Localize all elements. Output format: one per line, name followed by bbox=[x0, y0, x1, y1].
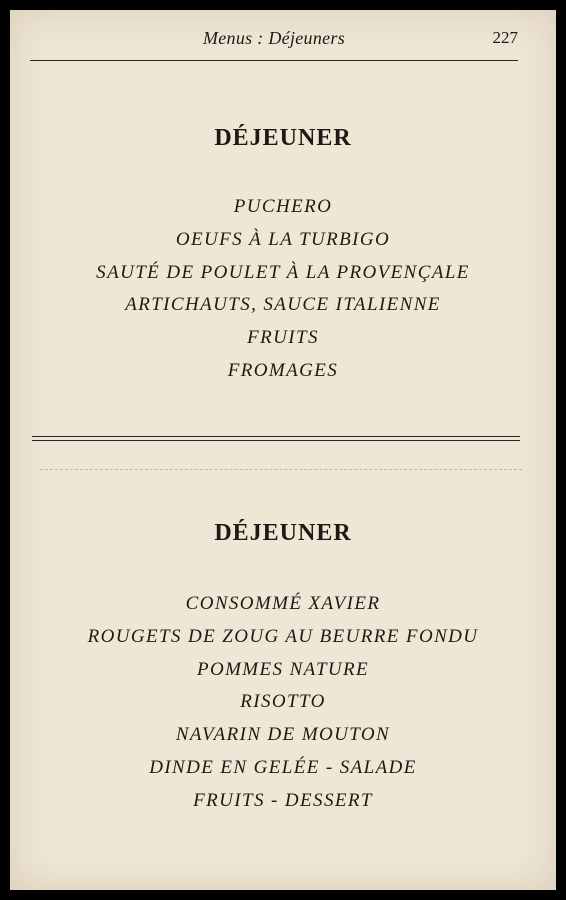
menu-item: POMMES NATURE bbox=[196, 658, 370, 680]
section-divider bbox=[32, 436, 520, 441]
faint-divider bbox=[40, 469, 522, 470]
menu-items-list bbox=[10, 191, 556, 388]
menu-item: PUCHERO bbox=[233, 196, 333, 217]
menu-title: DÉJEUNER bbox=[214, 125, 352, 151]
menu-item: OEUFS À LA TURBIGO bbox=[175, 228, 391, 250]
menu-item: DINDE EN GELÉE - SALADE bbox=[149, 756, 417, 778]
page-number: 227 bbox=[492, 28, 518, 47]
running-title: Menus : Déjeuners bbox=[202, 28, 346, 48]
header-rule bbox=[30, 60, 518, 61]
menu-section-2 bbox=[10, 518, 556, 818]
book-page bbox=[10, 10, 556, 890]
menu-section-1 bbox=[10, 123, 556, 388]
menu-item: SAUTÉ DE POULET À LA PROVENÇALE bbox=[96, 261, 470, 283]
menu-items-list bbox=[10, 588, 556, 818]
running-head bbox=[30, 28, 518, 54]
menu-item: FRUITS - DESSERT bbox=[193, 789, 373, 811]
menu-item: NAVARIN DE MOUTON bbox=[175, 724, 391, 746]
menu-title: DÉJEUNER bbox=[214, 520, 352, 546]
menu-item: FROMAGES bbox=[227, 359, 339, 381]
menu-item: ROUGETS DE ZOUG AU BEURRE FONDU bbox=[87, 625, 479, 647]
menu-item: ARTICHAUTS, SAUCE ITALIENNE bbox=[125, 294, 441, 316]
menu-item: FRUITS bbox=[247, 327, 319, 349]
menu-item: RISOTTO bbox=[240, 691, 326, 713]
menu-item: CONSOMMÉ XAVIER bbox=[185, 593, 381, 614]
